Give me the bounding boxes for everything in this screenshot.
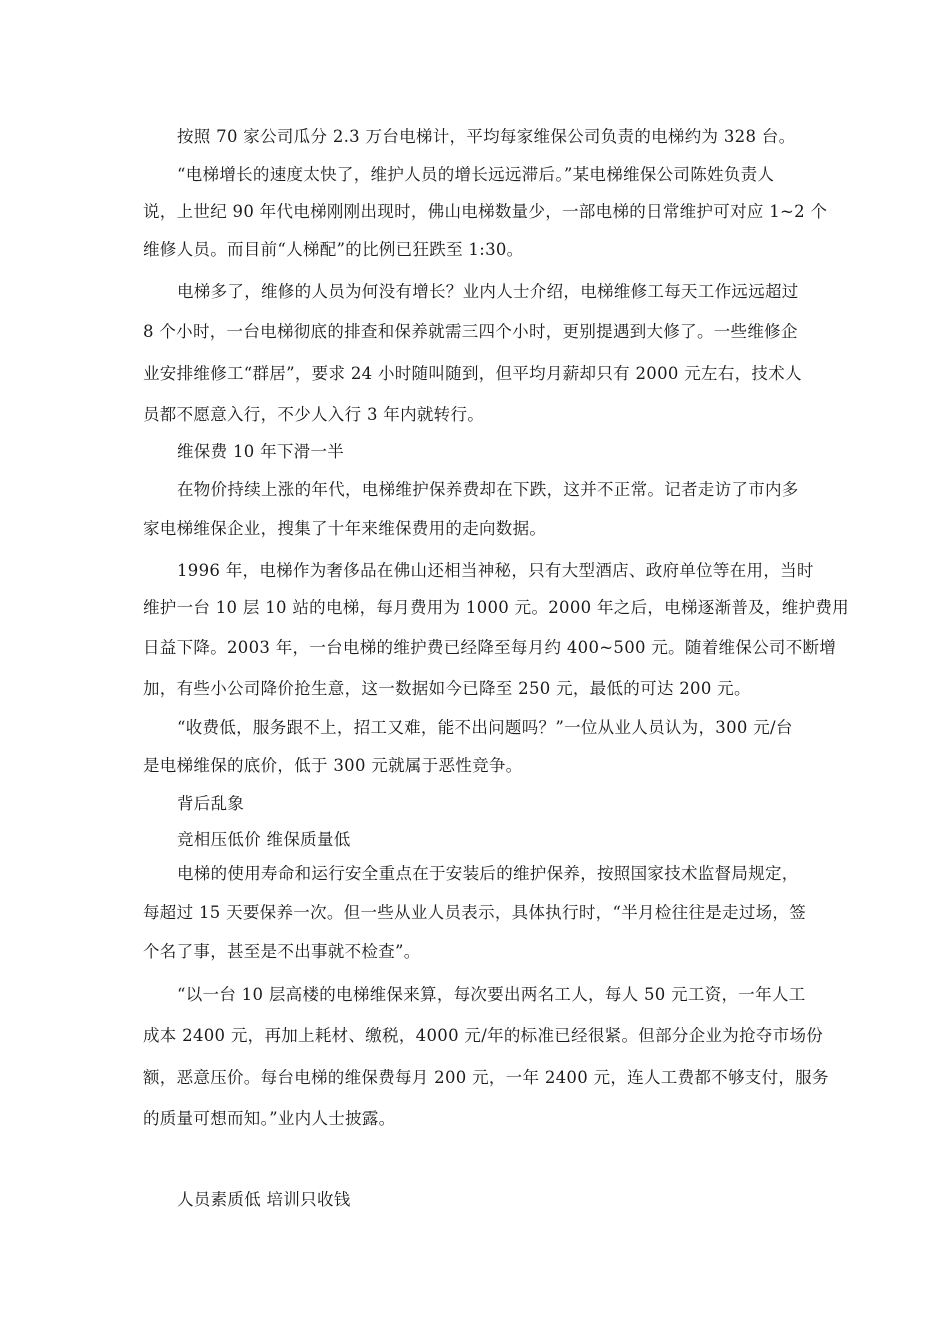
paragraph-line: 在物价持续上涨的年代，电梯维护保养费却在下跌，这并不正常。记者走访了市内多 bbox=[177, 480, 799, 499]
paragraph-line: “收费低，服务跟不上，招工又难，能不出问题吗？”一位从业人员认为，300 元/台 bbox=[177, 718, 793, 737]
paragraph-line: 维修人员。而目前“人梯配”的比例已狂跌至 1:30。 bbox=[143, 240, 524, 259]
paragraph-line: “电梯增长的速度太快了，维护人员的增长远远滞后。”某电梯维保公司陈姓负责人 bbox=[177, 165, 775, 184]
paragraph-line: 业安排维修工“群居”，要求 24 小时随叫随到，但平均月薪却只有 2000 元左右，技术人 bbox=[143, 364, 802, 383]
paragraph-line: 1996 年，电梯作为奢侈品在佛山还相当神秘，只有大型酒店、政府单位等在用，当时 bbox=[177, 561, 814, 580]
paragraph-line: 员都不愿意入行，不少人入行 3 年内就转行。 bbox=[143, 405, 485, 424]
paragraph-line: 8 个小时，一台电梯彻底的排查和保养就需三四个小时，更别提遇到大修了。一些维修企 bbox=[143, 322, 798, 341]
paragraph-line: 成本 2400 元，再加上耗材、缴税，4000 元/年的标准已经很紧。但部分企业为抢夺市场份 bbox=[143, 1026, 824, 1045]
paragraph-line: 说，上世纪 90 年代电梯刚刚出现时，佛山电梯数量少，一部电梯的日常维护可对应 1~2 个 bbox=[143, 202, 828, 221]
section-heading: 背后乱象 bbox=[177, 794, 245, 813]
section-subheading: 人员素质低 培训只收钱 bbox=[177, 1190, 351, 1209]
paragraph-line: 额，恶意压价。每台电梯的维保费每月 200 元，一年 2400 元，连人工费都不够支付，服务 bbox=[143, 1068, 829, 1087]
paragraph-line: 的质量可想而知。”业内人士披露。 bbox=[143, 1109, 396, 1128]
paragraph-line: 每超过 15 天要保养一次。但一些从业人员表示，具体执行时，“半月检往往是走过场，签 bbox=[143, 903, 807, 922]
paragraph-line: 电梯的使用寿命和运行安全重点在于安装后的维护保养，按照国家技术监督局规定， bbox=[177, 864, 799, 883]
section-heading: 维保费 10 年下滑一半 bbox=[177, 442, 345, 461]
paragraph-line: 日益下降。2003 年，一台电梯的维护费已经降至每月约 400~500 元。随着维保公司不断增 bbox=[143, 638, 837, 657]
paragraph-line: “以一台 10 层高楼的电梯维保来算，每次要出两名工人，每人 50 元工资，一年人工 bbox=[177, 985, 806, 1004]
paragraph-line: 家电梯维保企业，搜集了十年来维保费用的走向数据。 bbox=[143, 519, 547, 538]
section-subheading: 竞相压低价 维保质量低 bbox=[177, 830, 351, 849]
paragraph-line: 个名了事，甚至是不出事就不检查”。 bbox=[143, 942, 421, 961]
paragraph-line: 是电梯维保的底价，低于 300 元就属于恶性竞争。 bbox=[143, 756, 523, 775]
paragraph-line: 维护一台 10 层 10 站的电梯，每月费用为 1000 元。2000 年之后，电梯逐渐普及，维护费用 bbox=[143, 598, 849, 617]
paragraph-line: 按照 70 家公司瓜分 2.3 万台电梯计，平均每家维保公司负责的电梯约为 328 台。 bbox=[177, 127, 796, 146]
paragraph-line: 加，有些小公司降价抢生意，这一数据如今已降至 250 元，最低的可达 200 元。 bbox=[143, 679, 751, 698]
paragraph-line: 电梯多了，维修的人员为何没有增长？业内人士介绍，电梯维修工每天工作远远超过 bbox=[177, 282, 799, 301]
